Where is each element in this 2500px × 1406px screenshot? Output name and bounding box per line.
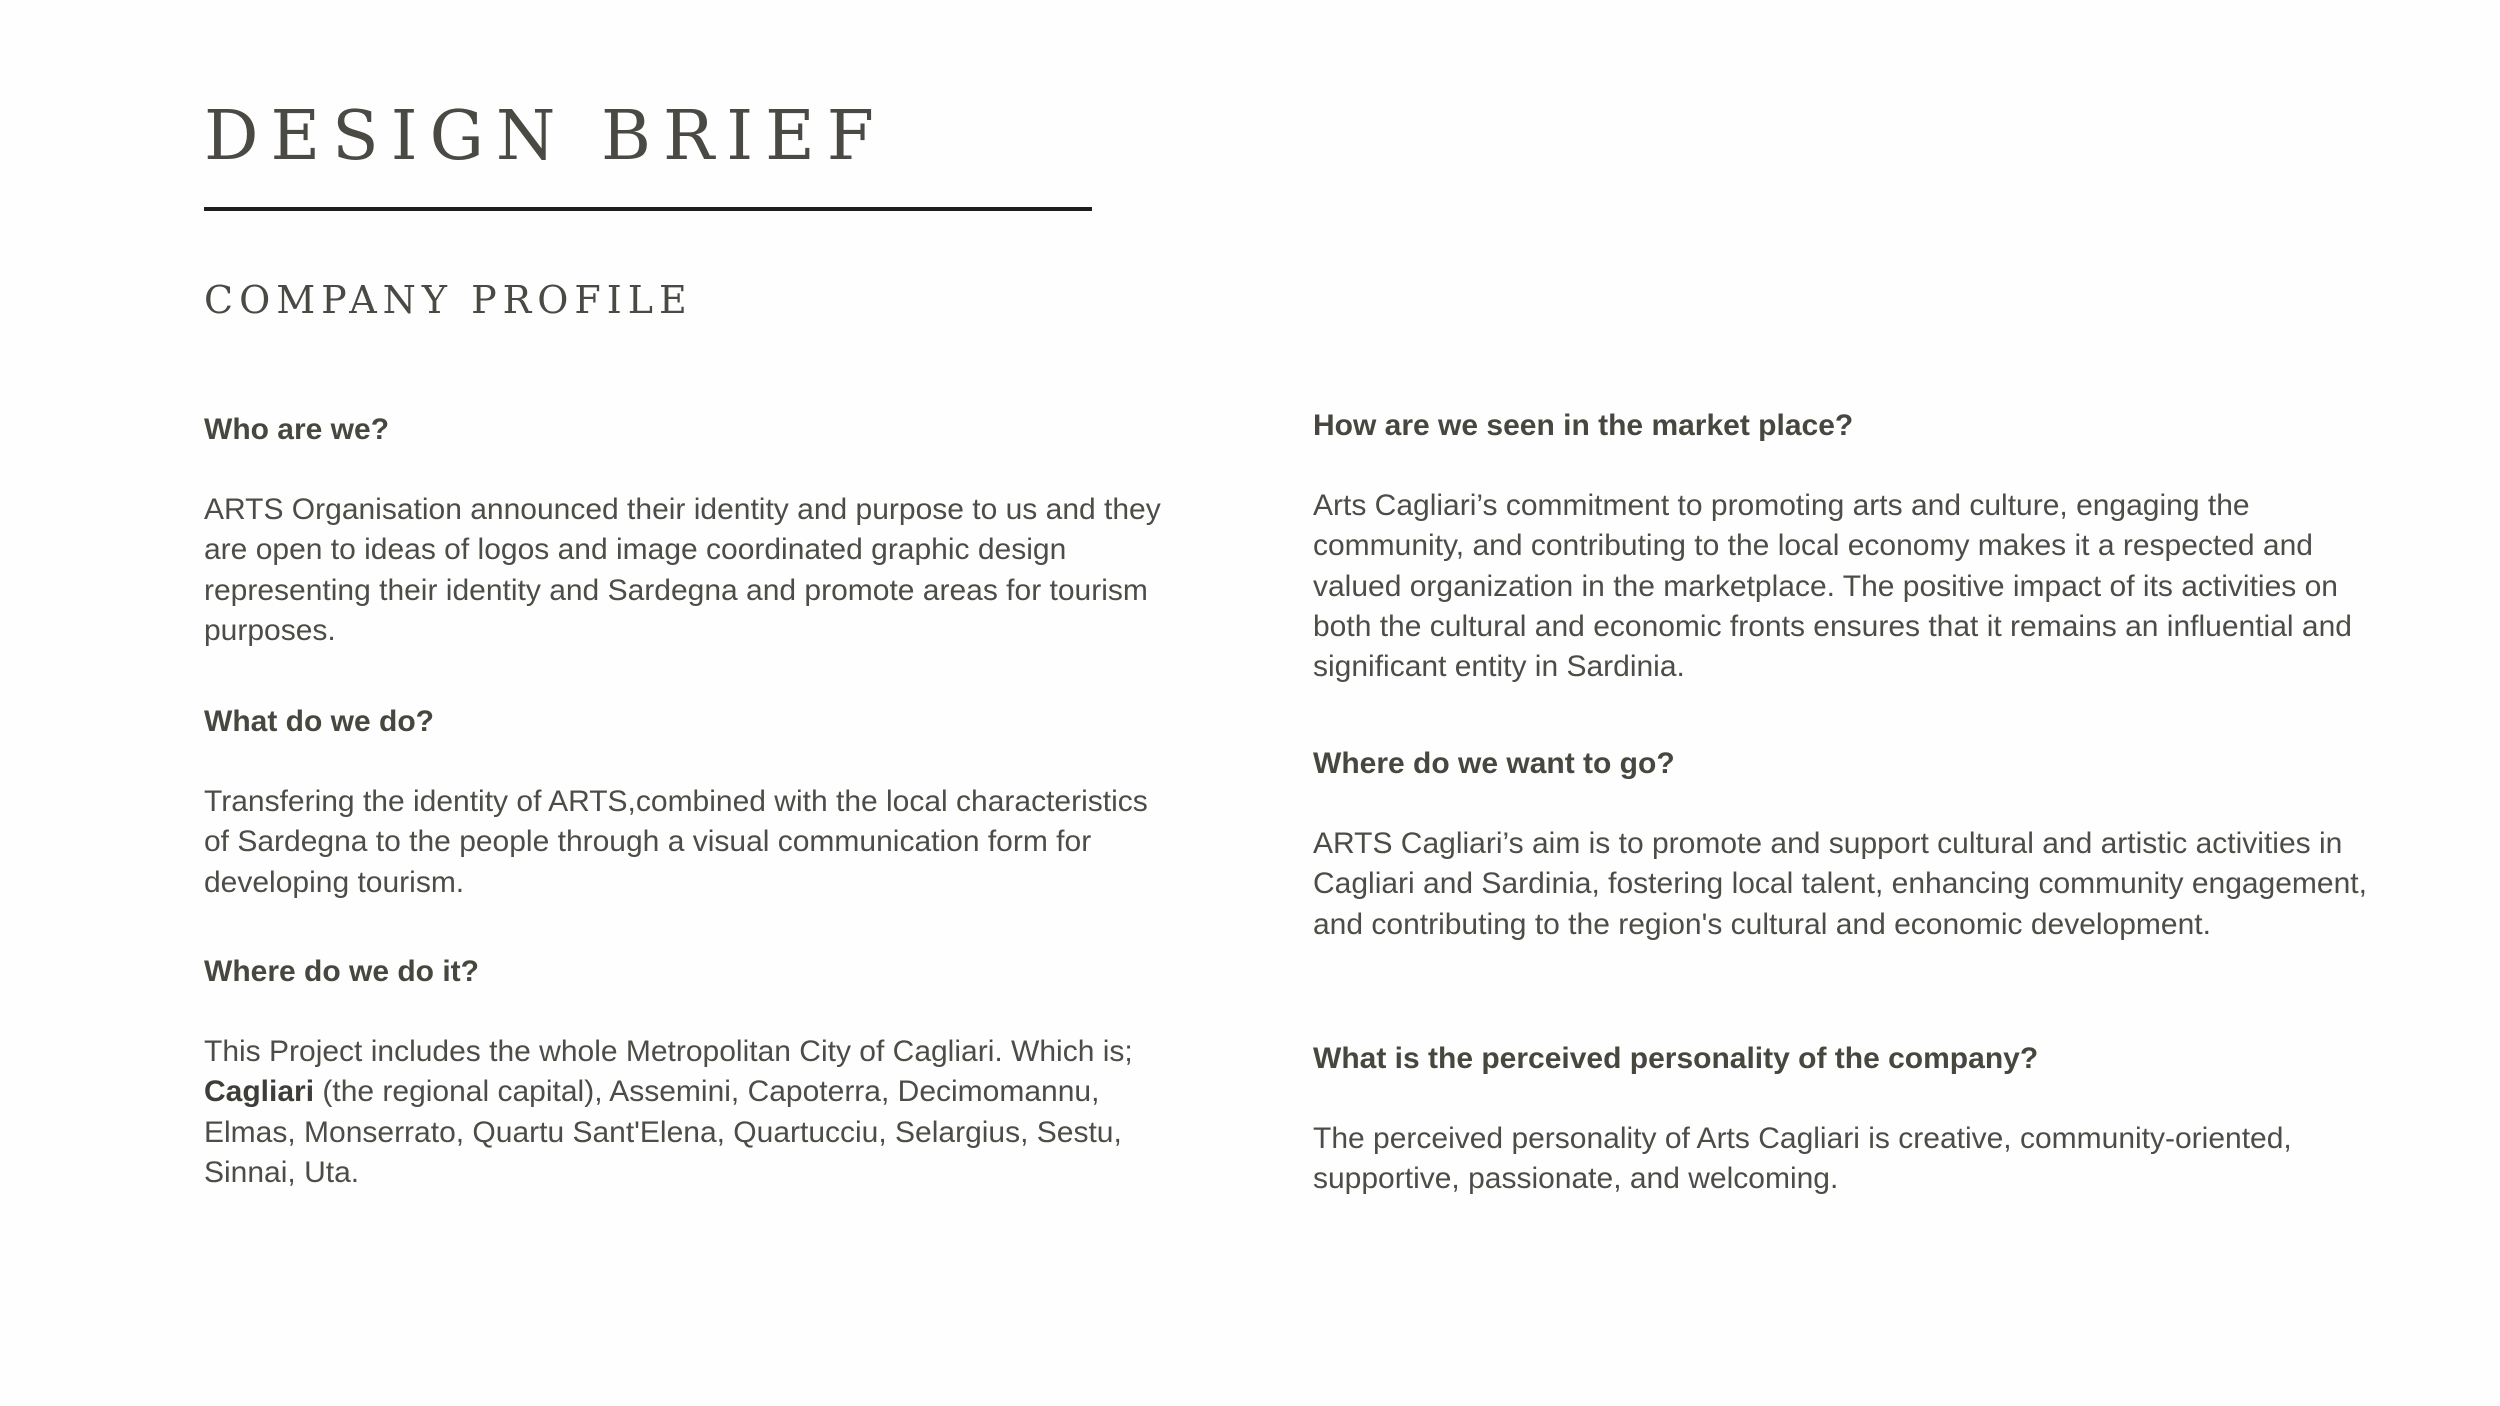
market-place-question: How are we seen in the market place?: [1313, 409, 1854, 442]
where-to-go-block: [1313, 744, 2373, 945]
what-do-we-do-question: What do we do?: [204, 705, 434, 738]
personality-block: [1313, 1039, 2373, 1200]
who-are-we-answer: ARTS Organisation announced their identity and purpose to us and they are open to ideas of logos and image coordinated graphic design representing their identity and Sardegna and promote areas for tourism purposes.: [204, 493, 1161, 647]
where-to-go-answer: ARTS Cagliari’s aim is to promote and support cultural and artistic activities in Cagliari and Sardinia, fostering local talent, enhancing community engagement, and contributing to the region's cultural and economic development.: [1313, 827, 2367, 941]
where-do-we-do-it-block: [204, 952, 1164, 1193]
answer-bold-city: Cagliari: [204, 1075, 315, 1109]
where-to-go-question: Where do we want to go?: [1313, 747, 1675, 780]
who-are-we-question: Who are we?: [204, 413, 390, 446]
personality-answer: The perceived personality of Arts Cagliari is creative, community-oriented, supportive, passionate, and welcoming.: [1313, 1122, 2292, 1196]
answer-prefix: This Project includes the whole Metropolitan City of Cagliari. Which is;: [204, 1035, 1133, 1068]
title-divider: [204, 207, 1092, 211]
what-do-we-do-block: [204, 702, 1164, 903]
section-title: COMPANY PROFILE: [204, 278, 693, 322]
personality-question: What is the perceived personality of the company?: [1313, 1042, 2039, 1075]
who-are-we-block: [204, 410, 1164, 651]
market-place-answer: Arts Cagliari’s commitment to promoting arts and culture, engaging the community, and contributing to the local economy makes it a respected and valued organization in the marketplace. The positive impact of its activities on both the cultural and economic fronts ensures that it remains an influential and significant entity in Sardinia.: [1313, 489, 2352, 684]
answer-suffix: (the regional capital), Assemini, Capoterra, Decimomannu, Elmas, Monserrato, Quartu Sant'Elena, Quartucciu, Selargius, Sestu, Sinnai, Uta.: [204, 1075, 1122, 1189]
where-do-we-do-it-question: Where do we do it?: [204, 955, 479, 988]
what-do-we-do-answer: Transfering the identity of ARTS,combined with the local characteristics of Sardegna to the people through a visual communication form for developing tourism.: [204, 785, 1148, 899]
market-place-block: [1313, 406, 2373, 687]
where-do-we-do-it-answer: [204, 1032, 1164, 1193]
page-title: DESIGN BRIEF: [204, 97, 886, 176]
